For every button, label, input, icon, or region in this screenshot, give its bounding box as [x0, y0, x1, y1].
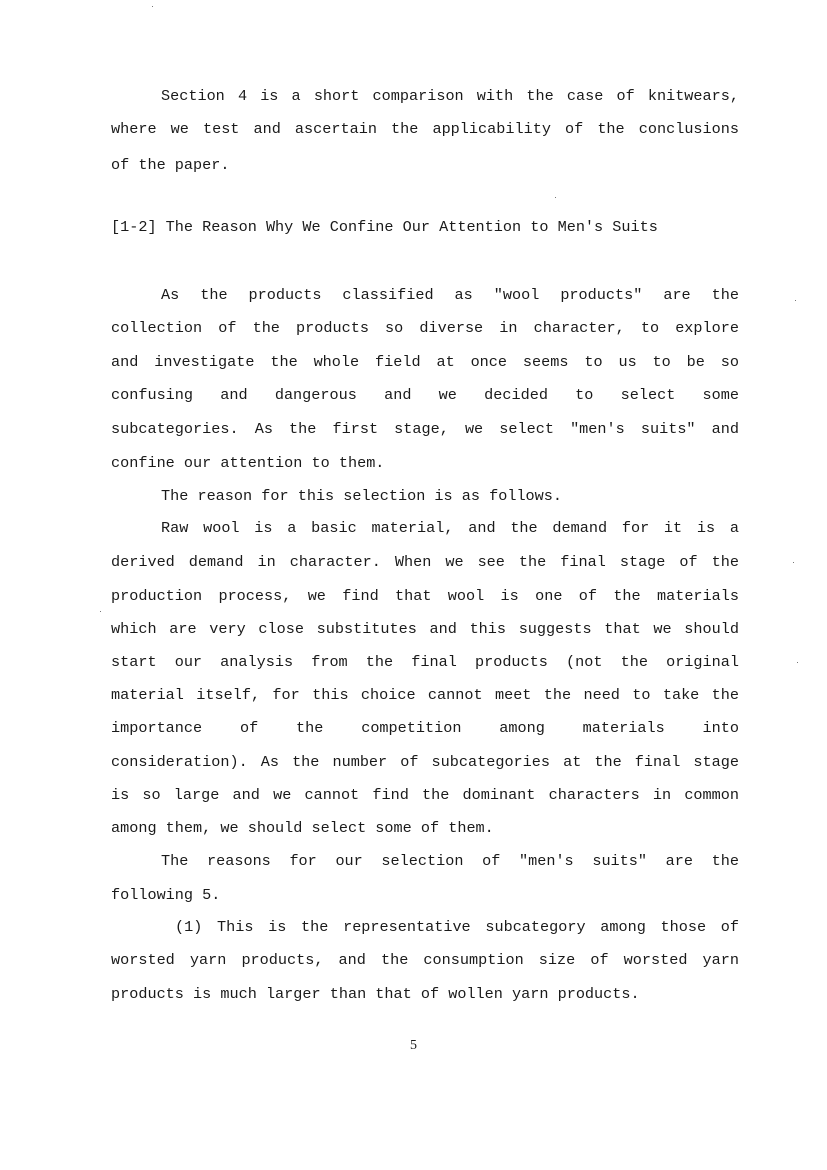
- p3-line-9: is so large and we cannot find the dominant characters in common: [111, 786, 739, 804]
- p3-line-2: derived demand in character. When we see the final stage of the: [111, 553, 739, 571]
- p5-line-3: products is much larger than that of wollen yarn products.: [111, 985, 640, 1003]
- p3-line-7: importance of the competition among materials into: [111, 719, 739, 737]
- p1-line-5: subcategories. As the first stage, we select "men's suits" and: [111, 420, 739, 438]
- scan-speck: [555, 197, 556, 198]
- intro-line-3: of the paper.: [111, 156, 230, 174]
- p2-line-1: The reason for this selection is as follows.: [161, 487, 563, 505]
- scan-speck: [795, 300, 796, 301]
- scan-speck: [793, 562, 794, 563]
- p3-line-6: material itself, for this choice cannot meet the need to take the: [111, 686, 739, 704]
- p3-line-4: which are very close substitutes and this suggests that we should: [111, 620, 739, 638]
- p3-line-8: consideration). As the number of subcategories at the final stage: [111, 753, 739, 771]
- p1-line-4: confusing and dangerous and we decided to select some: [111, 386, 739, 404]
- p1-line-3: and investigate the whole field at once seems to us to be so: [111, 353, 739, 371]
- p1-line-6: confine our attention to them.: [111, 454, 385, 472]
- scan-speck: [100, 611, 101, 612]
- scan-speck: [152, 6, 153, 7]
- p3-line-1: Raw wool is a basic material, and the demand for it is a: [161, 519, 739, 537]
- page-number: 5: [410, 1038, 417, 1053]
- p1-line-1: As the products classified as "wool products" are the: [161, 286, 739, 304]
- p3-line-3: production process, we find that wool is one of the materials: [111, 587, 739, 605]
- p5-line-2: worsted yarn products, and the consumption size of worsted yarn: [111, 951, 739, 969]
- p4-line-2: following 5.: [111, 886, 221, 904]
- scan-speck: [797, 662, 798, 663]
- p5-line-1: (1) This is the representative subcategory among those of: [175, 918, 739, 936]
- section-heading: [1-2] The Reason Why We Confine Our Attention to Men's Suits: [111, 218, 658, 236]
- p1-line-2: collection of the products so diverse in character, to explore: [111, 319, 739, 337]
- intro-line-1: Section 4 is a short comparison with the case of knitwears,: [161, 87, 739, 105]
- intro-line-2: where we test and ascertain the applicability of the conclusions: [111, 120, 739, 138]
- p3-line-10: among them, we should select some of them.: [111, 819, 494, 837]
- p3-line-5: start our analysis from the final products (not the original: [111, 653, 739, 671]
- p4-line-1: The reasons for our selection of "men's suits" are the: [161, 852, 739, 870]
